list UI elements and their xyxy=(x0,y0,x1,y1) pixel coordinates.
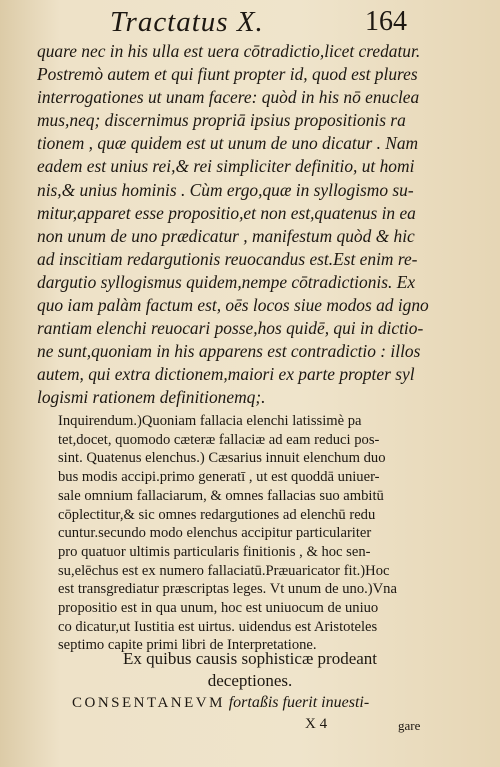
main-text-italic xyxy=(37,40,457,410)
commentary-line: pro quatuor ultimis particularis finitionis , & hoc sen- xyxy=(58,543,371,560)
text-line: ne sunt,quoniam in his apparens est contradictio : illos xyxy=(37,341,421,362)
commentary-line: cōplectitur,& sic omnes redargutiones ad elenchū redu xyxy=(58,506,376,523)
text-line: logismi rationem definitionemq;. xyxy=(37,387,266,408)
commentary-line: est transgrediatur præscriptas leges. Vt unum de uno.)Vna xyxy=(58,581,397,598)
text-line: eadem est unius rei,& rei simpliciter definitio, ut homi xyxy=(37,156,415,177)
page-header xyxy=(0,4,500,42)
commentary-line: septimo capite primi libri de Interpretatione. xyxy=(58,637,317,654)
section-heading: Ex quibus causis sophisticæ prodeant xyxy=(122,649,378,668)
commentary-line: sale omnium fallaciarum, & omnes fallacias suo ambitū xyxy=(58,487,384,504)
signature-mark: X 4 xyxy=(305,716,328,732)
commentary-line: tet,docet, quomodo cæteræ fallaciæ ad eam reduci pos- xyxy=(58,431,380,448)
text-line: tionem , quæ quidem est ut unum de uno dicatur . Nam xyxy=(37,133,419,154)
text-line: rantiam elenchi reuocari posse,hos quidē, qui in dictio- xyxy=(37,318,424,339)
text-line: mitur,apparet esse propositio,et non est,quatenus in ea xyxy=(37,202,416,223)
opening-word: CONSENTANEVM xyxy=(72,695,225,711)
text-line: mus,neq; discernimus propriā ipsius propositionis ra xyxy=(37,110,406,131)
text-line: nis,& unius hominis . Cùm ergo,quæ in syllogismo su- xyxy=(37,179,414,200)
next-section-opening xyxy=(72,694,472,712)
commentary-line: propositio est in qua unum, hoc est uniuocum de uniuo xyxy=(58,600,379,617)
text-line: Postremò autem et qui fiunt propter id, quod est plures xyxy=(37,64,418,85)
commentary-line: cuntur.secundo modo elenchus accipitur particulariter xyxy=(58,525,372,542)
commentary-line: bus modis accipi.primo generatī , ut est quoddā uniuer- xyxy=(58,469,380,486)
commentary-line: su,elēchus est ex numero fallaciatū.Præuaricator fit.)Hoc xyxy=(58,562,390,579)
catchword: gare xyxy=(398,718,421,733)
text-line: quare nec in his ulla est uera cōtradictio,licet credatur. xyxy=(37,41,421,61)
commentary-line: co dicatur,ut Iustitia est uirtus. uidendus est Aristoteles xyxy=(58,618,378,635)
commentary-line: sint. Quatenus elenchus.) Cæsarius innuit elenchum duo xyxy=(58,450,386,467)
opening-continuation: fortaßis fuerit inuesti- xyxy=(228,694,370,711)
commentary-line: Inquirendum.)Quoniam fallacia elenchi latissimè pa xyxy=(58,413,362,429)
text-line: autem, qui extra dictionem,maiori ex parte propter syl xyxy=(37,364,415,385)
text-line: quo iam palàm factum est, oēs locos siue modos ad igno xyxy=(37,295,429,316)
section-heading: deceptiones. xyxy=(207,671,293,690)
text-line: interrogationes ut unam facere: quòd in his nō enuclea xyxy=(37,87,420,108)
text-line: non unum de uno prædicatur , manifestum quòd & hic xyxy=(37,225,415,246)
commentary-text xyxy=(58,412,458,655)
text-line: dargutio syllogismus quidem,nempe cōtradictionis. Ex xyxy=(37,271,416,292)
text-line: ad inscitiam redargutionis reuocandus est.Est enim re- xyxy=(37,248,418,269)
running-title: Tractatus X. xyxy=(110,6,264,38)
page-number: 164 xyxy=(365,6,407,37)
